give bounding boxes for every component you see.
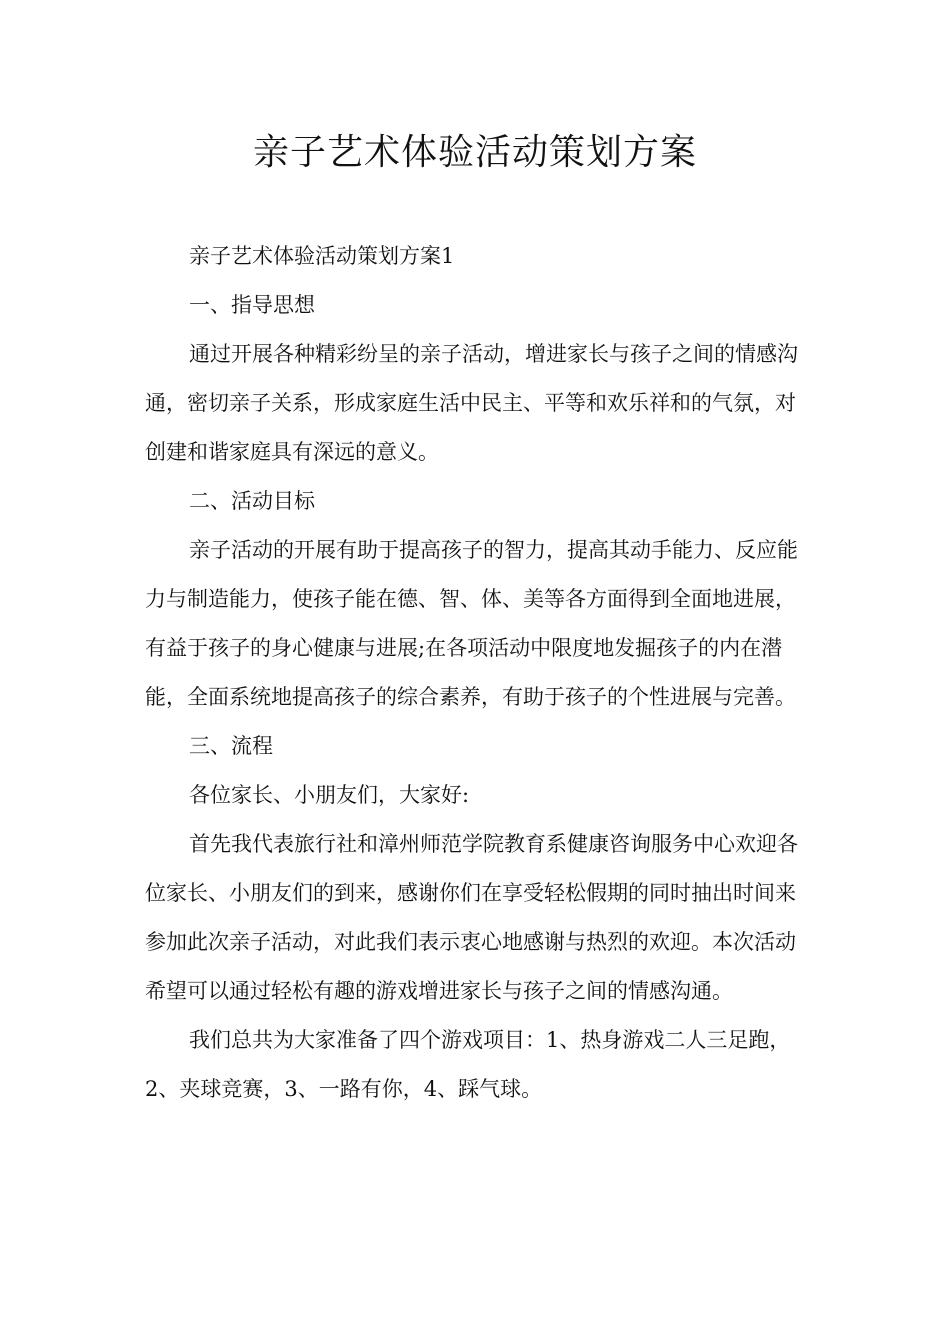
- section-3-paragraph-1: 各位家长、小朋友们，大家好:: [189, 783, 470, 807]
- section-3-paragraph-3: 我们总共为大家准备了四个游戏项目：1、热身游戏二人三足跑，2、夹球竞赛，3、一路有你，4、踩气球。: [145, 1028, 791, 1101]
- section-1-paragraph-1: 通过开展各种精彩纷呈的亲子活动，增进家长与孩子之间的情感沟通，密切亲子关系，形成家庭生活中民主、平等和欢乐祥和的气氛，对创建和谐家庭具有深远的意义。: [145, 342, 798, 464]
- document-subtitle: 亲子艺术体验活动策划方案1: [189, 244, 455, 268]
- document-body: [145, 232, 815, 1114]
- section-3-paragraph-2: 首先我代表旅行社和漳州师范学院教育系健康咨询服务中心欢迎各位家长、小朋友们的到来，感谢你们在享受轻松假期的同时抽出时间来参加此次亲子活动，对此我们表示衷心地感谢与热烈的欢迎。本次活动希望可以通过轻松有趣的游戏增进家长与孩子之间的情感沟通。: [145, 832, 798, 1003]
- section-heading-2: 二、活动目标: [189, 489, 315, 513]
- section-heading-1: 一、指导思想: [189, 293, 315, 317]
- section-2-paragraph-1: 亲子活动的开展有助于提高孩子的智力，提高其动手能力、反应能力与制造能力，使孩子能在德、智、体、美等各方面得到全面地进展，有益于孩子的身心健康与进展;在各项活动中限度地发掘孩子的内在潜能，全面系统地提高孩子的综合素养，有助于孩子的个性进展与完善。: [145, 538, 798, 709]
- document-title: 亲子艺术体验活动策划方案: [252, 132, 697, 173]
- section-heading-3: 三、流程: [189, 734, 273, 758]
